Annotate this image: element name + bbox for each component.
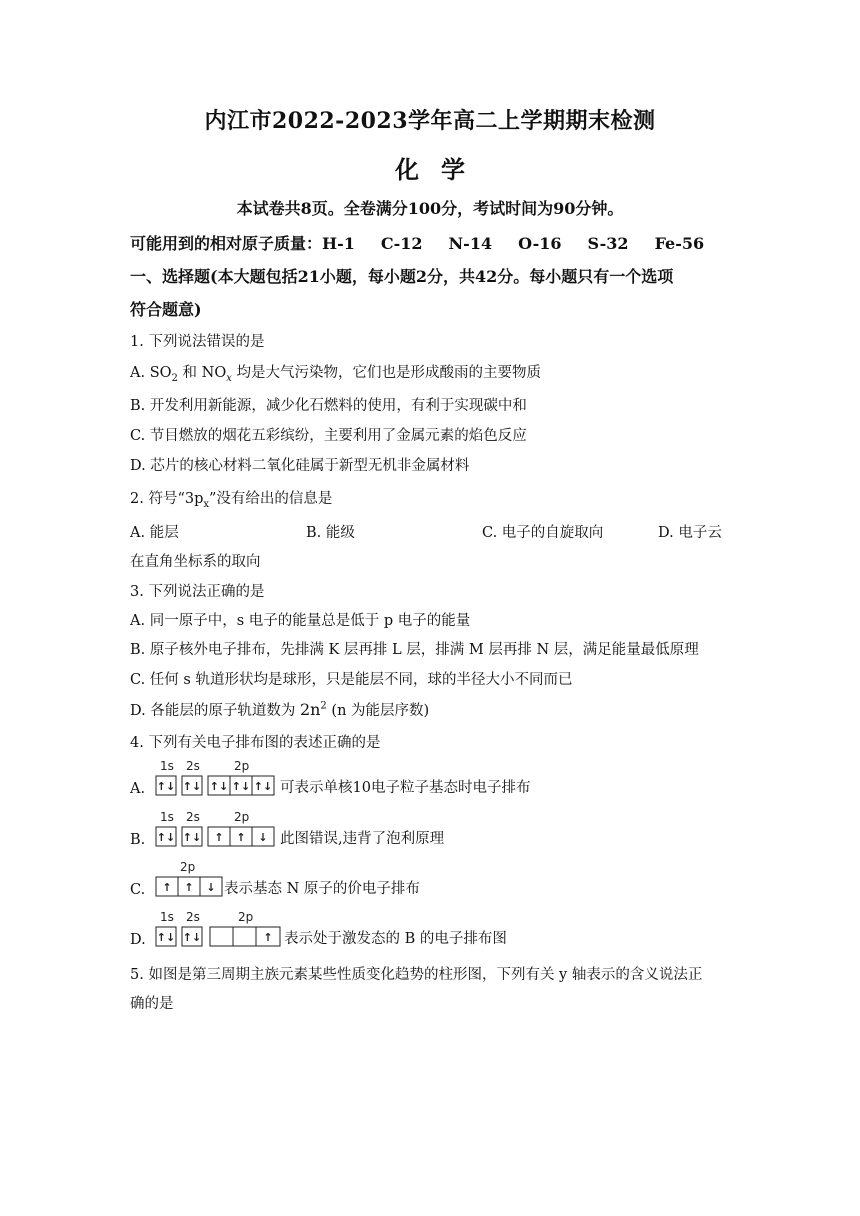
symbol-3px: $3p_x$ [184,491,210,510]
q1-option-a [130,361,541,384]
atomic-mass-o: O-16 [518,234,562,253]
label-2p: 2p [234,759,250,773]
orbital-diagram-a [154,757,280,799]
label-1s: 1s [160,759,174,773]
svg-text:2p: 2p [238,910,254,924]
q4-a-label: A. [130,781,146,797]
q3-stem: 3. 下列说法正确的是 [130,584,265,600]
q4-option-a [130,757,730,801]
svg-text:↑↓: ↑↓ [156,831,176,844]
atomic-mass-n: N-14 [448,234,493,253]
svg-text:↑: ↑ [162,881,172,894]
svg-text:↑↓: ↑↓ [209,780,229,793]
svg-text:↓: ↓ [206,881,216,894]
q4-c-text: 表示基态 N 原子的价电子排布 [224,881,420,897]
atomic-mass-fe: Fe-56 [654,234,705,253]
exam-info: 本试卷共8页。全卷满分100分，考试时间为90分钟。 [236,199,624,218]
svg-text:↑↓: ↑↓ [253,780,273,793]
section-heading-line2: 符合题意) [130,300,202,319]
formula-nox: $NO_x$ [201,365,232,384]
q2-options-row [130,521,730,543]
svg-text:2s: 2s [186,810,200,824]
q1-stem: 1. 下列说法错误的是 [130,334,265,350]
label-2s: 2s [186,759,200,773]
svg-text:↑: ↑ [236,831,246,844]
svg-text:1s: 1s [160,910,174,924]
q4-option-d [130,908,730,952]
svg-text:↑↓: ↑↓ [156,931,176,944]
q1-option-d: D. 芯片的核心材料二氧化硅属于新型无机非金属材料 [130,458,470,474]
q4-option-c [130,858,730,902]
q4-stem: 4. 下列有关电子排布图的表述正确的是 [130,735,381,751]
q3-option-a: A. 同一原子中，s 电子的能量总是低于 p 电子的能量 [130,613,471,629]
q4-c-label: C. [130,882,146,898]
q1-a-mid: 和 [177,365,202,381]
svg-text:↑↓: ↑↓ [182,931,202,944]
orbital-diagram-c [154,858,228,900]
q5-stem-line2: 确的是 [130,996,174,1012]
svg-text:↓: ↓ [258,831,268,844]
formula-so2: $SO_2$ [149,365,178,384]
svg-text:2p: 2p [234,810,250,824]
section-heading-line1: 一、选择题(本大题包括21小题，每小题2分，共42分。每小题只有一个选项 [130,267,674,286]
atomic-mass-s: S-32 [587,234,629,253]
q5-stem-line1: 5. 如图是第三周期主族元素某些性质变化趋势的柱形图，下列有关 y 轴表示的含义说法正 [130,967,703,983]
orbital-diagram-d [154,908,284,950]
svg-text:↑↓: ↑↓ [156,780,176,793]
atomic-mass-line [130,231,704,254]
q2-option-c: C. 电子的自旋取向 [482,525,604,541]
svg-text:1s: 1s [160,810,174,824]
q4-a-text: 可表示单核10电子粒子基态时电子排布 [280,780,531,796]
q3-option-b: B. 原子核外电子排布，先排满 K 层再排 L 层，排满 M 层再排 N 层，满足能量最低原理 [130,642,699,658]
q4-d-label: D. [130,932,146,948]
q1-option-c: C. 节目燃放的烟花五彩缤纷，主要利用了金属元素的焰色反应 [130,428,527,444]
exam-title: 内江市2022-2023学年高二上学期期末检测 [204,108,656,134]
atomic-mass-h: H-1 [322,234,355,253]
q2-option-a: A. 能层 [130,525,179,541]
q1-a-text: 均是大气污染物，它们也是形成酸雨的主要物质 [231,365,541,381]
q3-option-c: C. 任何 s 轨道形状均是球形，只是能层不同，球的半径大小不同而已 [130,672,573,688]
svg-text:↑: ↑ [214,831,224,844]
q2-option-d: D. 电子云 [658,525,722,541]
q4-option-b [130,808,730,852]
q1-option-b: B. 开发利用新能源，减少化石燃料的使用，有利于实现碳中和 [130,398,527,414]
q4-d-text: 表示处于激发态的 B 的电子排布图 [284,931,507,947]
svg-text:↑: ↑ [263,931,273,944]
q4-b-label: B. [130,832,146,848]
expr-2n2: $2n^2$ [299,700,327,719]
svg-text:↑↓: ↑↓ [231,780,251,793]
q2-option-d-continued: 在直角坐标系的取向 [130,554,261,570]
svg-text:↑↓: ↑↓ [182,831,202,844]
svg-text:↑: ↑ [184,881,194,894]
q2-stem: 2. 符号“$3p_x$”没有给出的信息是 [130,491,333,510]
q3-option-d: D. 各能层的原子轨道数为 $2n^2$ (n 为能层序数) [130,700,430,719]
atomic-mass-label: 可能用到的相对原子质量： [130,234,323,253]
q4-b-text: 此图错误,违背了泡利原理 [280,831,445,847]
atomic-mass-c: C-12 [380,234,423,253]
q1-a-label: A. [130,365,150,381]
svg-text:↑↓: ↑↓ [182,780,202,793]
svg-text:2p: 2p [180,860,196,874]
q2-option-b: B. 能级 [306,525,355,541]
orbital-diagram-b [154,808,280,850]
svg-text:2s: 2s [186,910,200,924]
subject-title: 化学 [395,155,487,184]
